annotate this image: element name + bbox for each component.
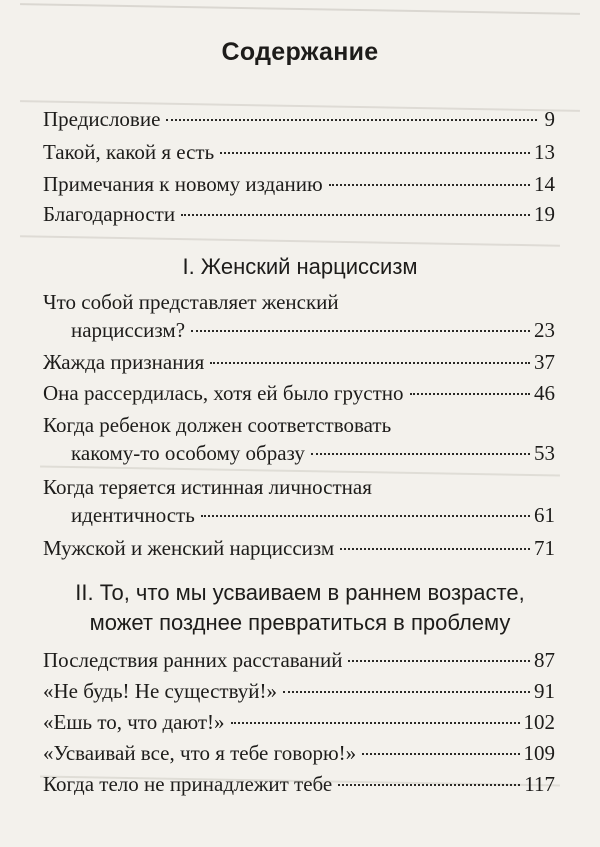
toc-entry-page: 117: [524, 772, 555, 796]
toc-entry-page: 71: [534, 536, 555, 560]
toc-entry-label: Она рассердилась, хотя ей было грустно: [43, 381, 404, 405]
toc-entry-page: 9: [544, 107, 555, 131]
dot-leader: [220, 152, 530, 154]
dot-leader: [338, 784, 520, 786]
toc-entry-page: 13: [534, 140, 555, 164]
dot-leader: [311, 453, 530, 455]
dot-leader: [191, 330, 530, 332]
dot-leader: [166, 119, 537, 121]
section-heading-line: II. То, что мы усваиваем в раннем возрасте,: [75, 580, 525, 605]
dot-leader: [329, 184, 530, 186]
toc-entry[interactable]: [43, 170, 555, 198]
toc-entry-label: Предисловие: [43, 107, 161, 131]
toc-entry[interactable]: [43, 348, 555, 376]
toc-entry-label: Последствия ранних расставаний: [43, 648, 343, 672]
dot-leader: [231, 722, 520, 724]
toc-entry-label: Что собой представляет женский: [43, 290, 339, 314]
toc-entry[interactable]: [43, 288, 555, 344]
toc-entry-page: 37: [534, 350, 555, 374]
toc-entry-page: 102: [523, 710, 555, 734]
section-heading-part2: [40, 578, 560, 638]
dot-leader: [410, 393, 531, 395]
toc-entry[interactable]: [43, 138, 555, 166]
dot-leader: [201, 515, 530, 517]
toc-entry-page: 91: [534, 679, 555, 703]
toc-entry-label: Мужской и женский нарциссизм: [43, 536, 335, 560]
toc-entry[interactable]: [43, 473, 555, 529]
toc-entry-label: Когда ребенок должен соответствовать: [43, 413, 392, 437]
toc-entry[interactable]: [43, 200, 555, 228]
toc-entry[interactable]: [43, 105, 555, 133]
toc-entry[interactable]: [43, 770, 555, 798]
toc-entry-label: Когда тело не принадлежит тебе: [43, 772, 333, 796]
section-heading-part1: I. Женский нарциссизм: [182, 254, 418, 279]
toc-entry-page: 87: [534, 648, 555, 672]
toc-entry[interactable]: [43, 379, 555, 407]
toc-entry[interactable]: [43, 646, 555, 674]
dot-leader: [362, 753, 519, 755]
toc-entry[interactable]: [43, 677, 555, 705]
toc-entry-label: Жажда признания: [43, 350, 205, 374]
toc-entry-label-cont: какому-то особому образу: [71, 441, 305, 465]
toc-entry-page: 109: [523, 741, 555, 765]
toc-entry[interactable]: [43, 411, 555, 467]
dot-leader: [348, 660, 530, 662]
toc-entry[interactable]: [43, 739, 555, 767]
page-title: Содержание: [221, 38, 379, 66]
toc-entry-label: «Ешь то, что дают!»: [43, 710, 225, 734]
toc-entry-label: «Усваивай все, что я тебе говорю!»: [43, 741, 357, 765]
dot-leader: [340, 548, 530, 550]
dot-leader: [181, 214, 530, 216]
toc-entry-page: 19: [534, 202, 555, 226]
toc-entry[interactable]: [43, 708, 555, 736]
toc-entry-label: Когда теряется истинная личностная: [43, 475, 372, 499]
toc-entry-label: Благодарности: [43, 202, 176, 226]
toc-entry-label: «Не будь! Не существуй!»: [43, 679, 278, 703]
toc-entry[interactable]: [43, 534, 555, 562]
toc-entry-label-cont: нарциссизм?: [71, 318, 186, 342]
toc-entry-label: Примечания к новому изданию: [43, 172, 323, 196]
toc-entry-page: 14: [534, 172, 555, 196]
toc-entry-page: 61: [534, 503, 555, 527]
dot-leader: [283, 691, 530, 693]
toc-entry-page: 46: [534, 381, 555, 405]
dot-leader: [210, 362, 530, 364]
section-heading-line: может позднее превратиться в проблему: [89, 610, 511, 635]
toc-entry-page: 23: [534, 318, 555, 342]
toc-entry-label: Такой, какой я есть: [43, 140, 215, 164]
toc-entry-page: 53: [534, 441, 555, 465]
toc-entry-label-cont: идентичность: [71, 503, 195, 527]
